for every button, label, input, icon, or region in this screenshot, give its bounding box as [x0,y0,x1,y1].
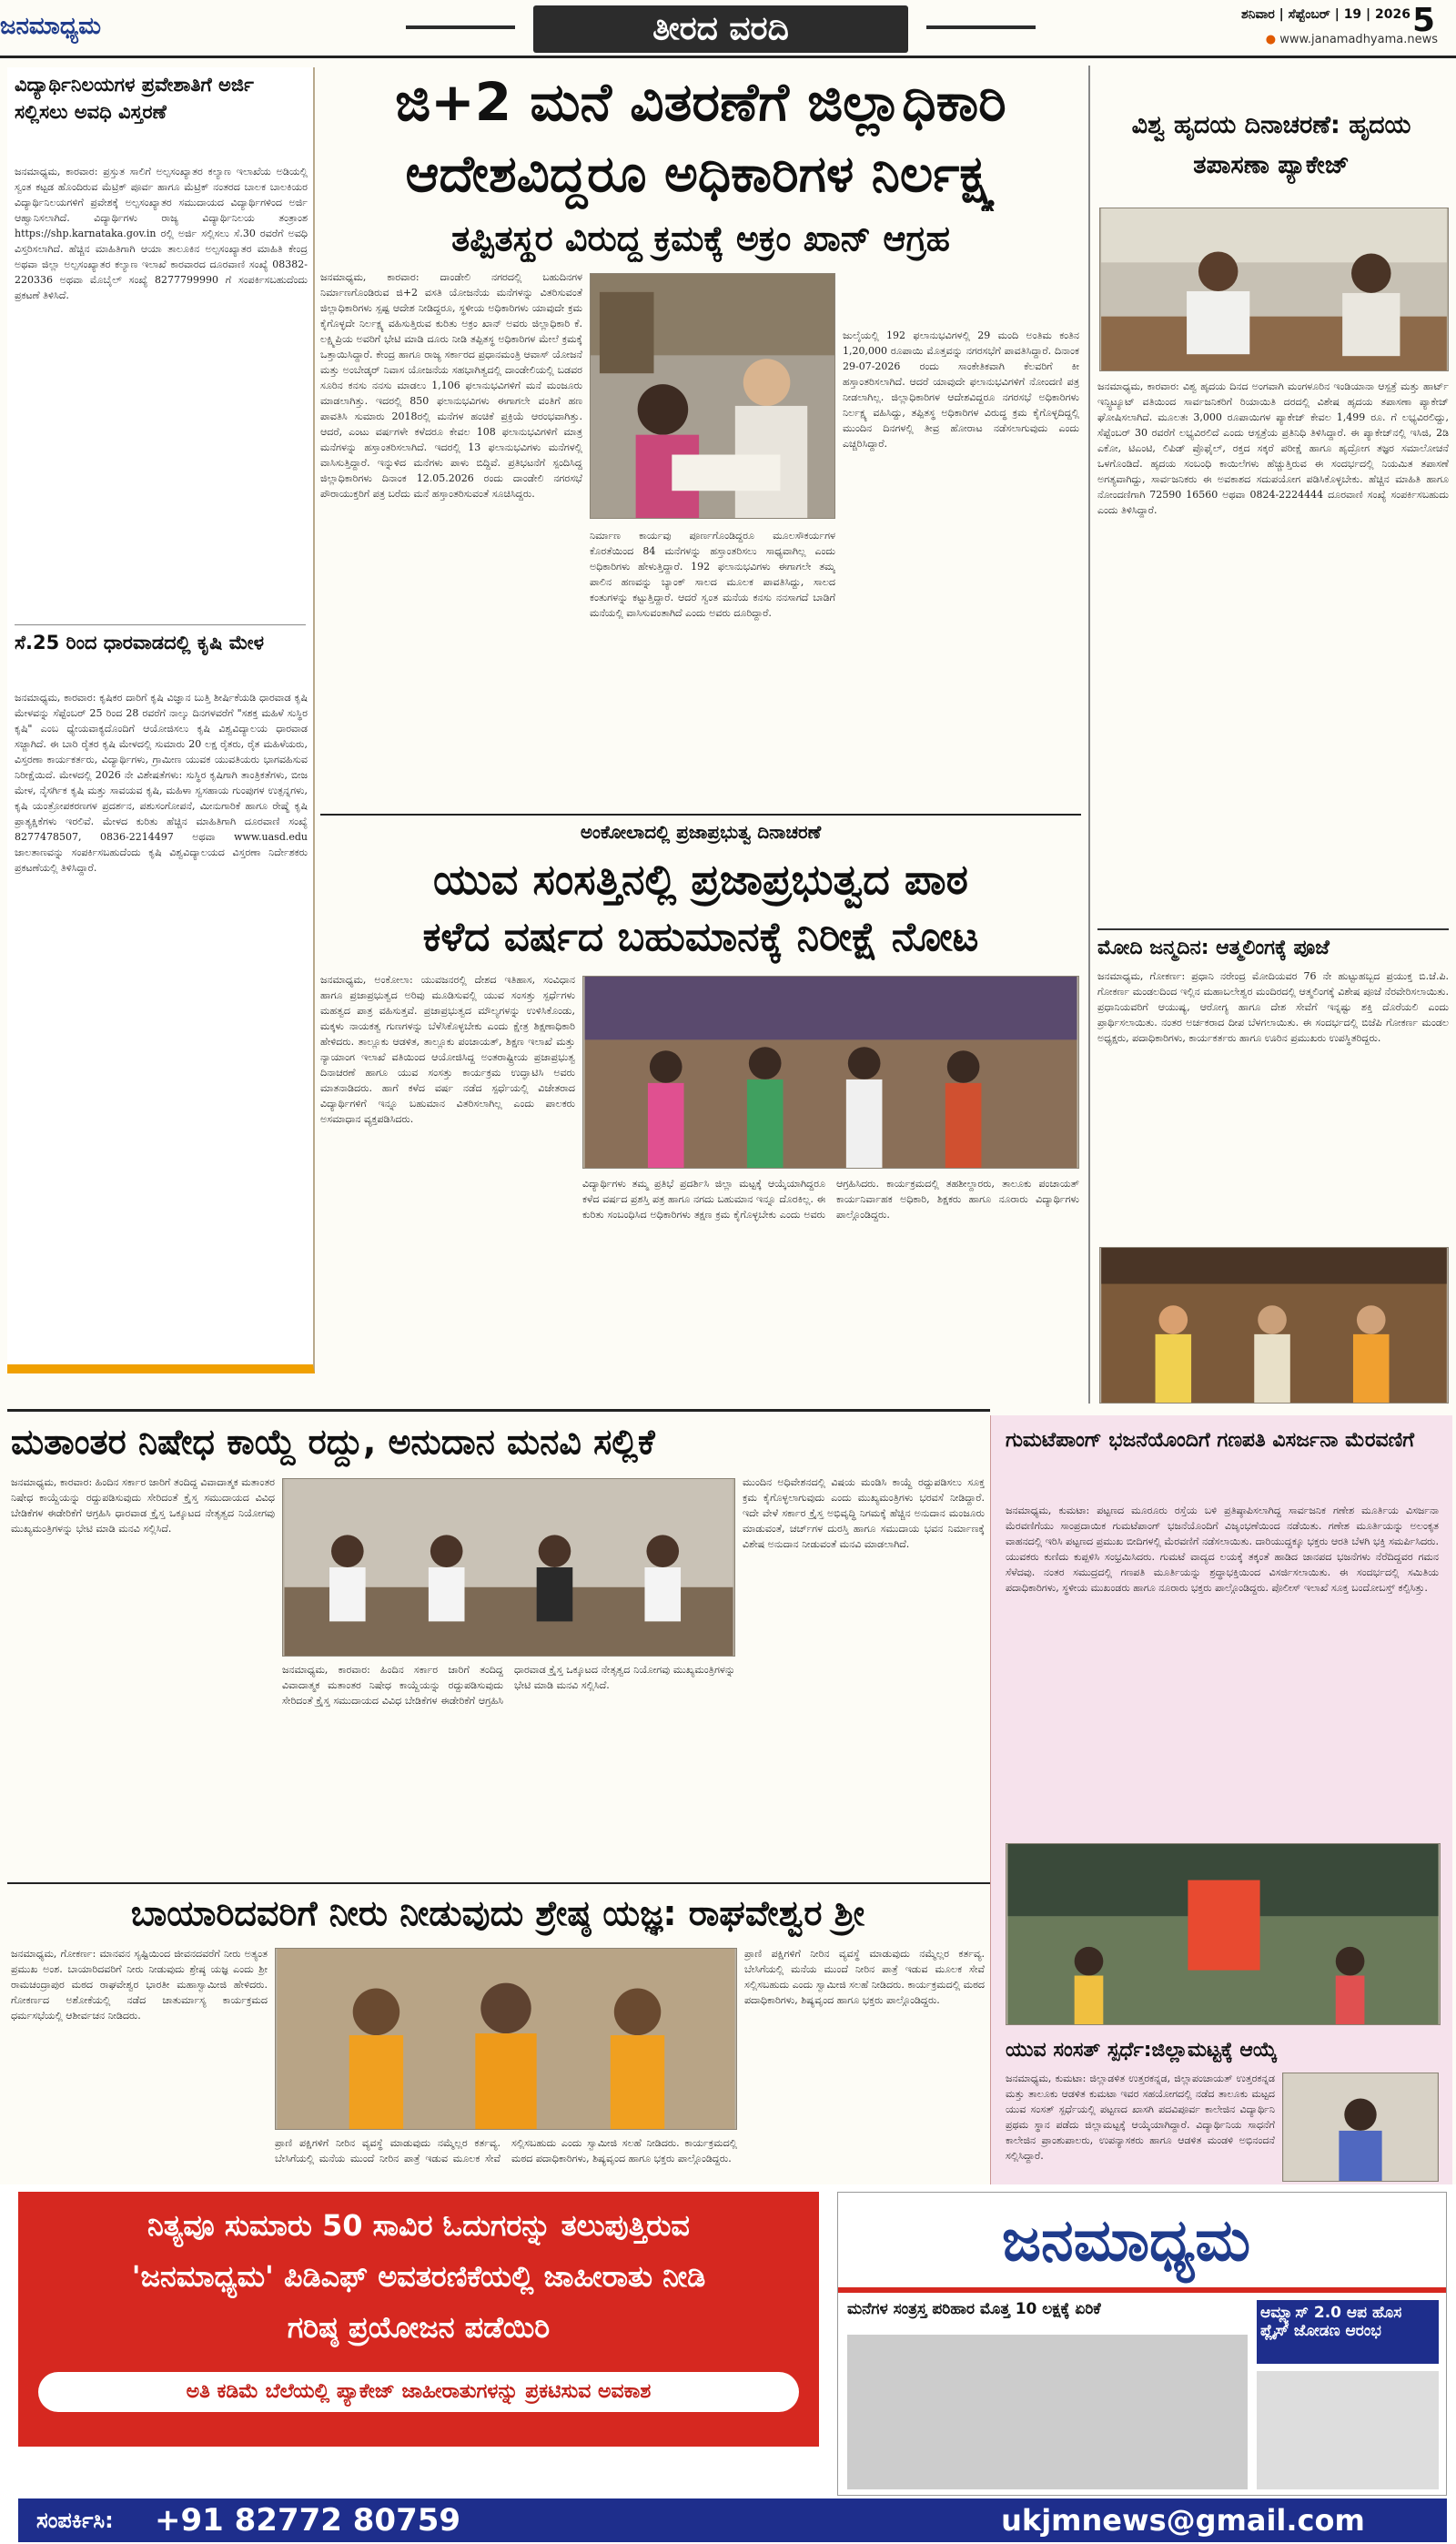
temple-photo-illustration [1100,1248,1448,1403]
youth-photo [1282,2073,1439,2182]
democracy-kicker: ಅಂಕೋಲಾದಲ್ಲಿ ಪ್ರಜಾಪ್ರಭುತ್ವ ದಿನಾಚರಣೆ [580,821,822,843]
section-rule [7,1882,990,1884]
water-body-right: ಪ್ರಾಣಿ ಪಕ್ಷಿಗಳಿಗೆ ನೀರಿನ ವ್ಯವಸ್ಥೆ ಮಾಡುವುದು ನಮ್ಮೆಲ್ಲರ ಕರ್ತವ್ಯ. ಬೇಸಿಗೆಯಲ್ಲಿ ಮನೆಯ ಮುಂದೆ ನೀರಿನ ಪಾತ್ರೆ ಇಡುವ ಮೂಲಕ ಸೇವೆ ಸಲ್ಲಿಸಬಹುದು ಎಂದು ಸ್ವಾಮೀಜಿ ಸಲಹೆ ನೀಡಿದರು. ಕಾರ್ಯಕ್ರಮದಲ್ಲಿ ಮಠದ ಪದಾಧಿಕಾರಿಗಳು, ಶಿಷ್ಯವೃಂದ ಹಾಗೂ ಭಕ್ತರು ಪಾಲ್ಗೊಂಡಿದ್ದರು. [744,1948,985,2006]
ad-contact-strip [18,2498,1447,2542]
democracy-photo [582,976,1079,1169]
ganapati-photo [1006,1843,1441,2025]
thumbnail-rule [838,2287,1447,2293]
youth-parliament-photo-illustration [583,977,1078,1168]
heart-headline: ವಿಶ್ವ ಹೃದಯ ದಿನಾಚರಣೆ: ಹೃದಯ ತಪಾಸಣಾ ಪ್ಯಾಕೇಜ್ [1131,111,1411,179]
globe-icon: ● [1265,33,1277,46]
newspaper-thumbnail [837,2192,1447,2496]
heart-photo [1099,208,1449,371]
conversion-headline: ಮತಾಂತರ ನಿಷೇಧ ಕಾಯ್ದೆ ರದ್ದು, ಅನುದಾನ ಮನವಿ ಸಲ್ಲಿಕೆ [11,1422,655,1462]
youth-headline: ಯುವ ಸಂಸತ್ ಸ್ಪರ್ಧೆ:ಜಿಲ್ಲಾಮಟ್ಟಕ್ಕೆ ಆಯ್ಕೆ [1006,2039,1278,2062]
newspaper-logo: ಜನಮಾಧ್ಯಮ [0,13,101,40]
lead-body-col2: ನಿರ್ಮಾಣ ಕಾರ್ಯವು ಪೂರ್ಣಗೊಂಡಿದ್ದರೂ ಮೂಲಸೌಕರ್ಯಗಳ ಕೊರತೆಯಿಂದ 84 ಮನೆಗಳನ್ನು ಹಸ್ತಾಂತರಿಸಲು ಸಾಧ್ಯವಾಗಿಲ್ಲ ಎಂದು ಅಧಿಕಾರಿಗಳು ಹೇಳುತ್ತಿದ್ದಾರೆ. 192 ಫಲಾನುಭವಿಗಳು ಈಗಾಗಲೇ ತಮ್ಮ ಪಾಲಿನ ಹಣವನ್ನು ಬ್ಯಾಂಕ್ ಸಾಲದ ಮೂಲಕ ಪಾವತಿಸಿದ್ದು, ಸಾಲದ ಕಂತುಗಳನ್ನು ಕಟ್ಟುತ್ತಿದ್ದಾರೆ. ಆದರೆ ಸ್ವಂತ ಮನೆಯ ಕನಸು ನನಸಾಗದೆ ಬಾಡಿಗೆ ಮನೆಯಲ್ಲಿ ವಾಸಿಸುವಂತಾಗಿದೆ ಎಂದು ಅವರು ದೂರಿದ್ದಾರೆ. [590,530,835,619]
section-rule [7,1409,990,1412]
thumbnail-photo-2 [1257,2371,1439,2489]
thumbnail-logo: ಜನಮಾಧ್ಯಮ [1002,2207,1251,2275]
modi-story: ಜನಮಾಧ್ಯಮ, ಗೋಕರ್ಣ: ಪ್ರಧಾನಿ ನರೇಂದ್ರ ಮೋದಿಯವರ 76 ನೇ ಹುಟ್ಟುಹಬ್ಬದ ಪ್ರಯುಕ್ತ ಬಿ.ಜೆ.ಪಿ. ಗೋಕರ್ಣ ಮಂಡಲದಿಂದ ಇಲ್ಲಿನ ಮಹಾಬಲೇಶ್ವರ ಮಂದಿರದಲ್ಲಿ ಆತ್ಮಲಿಂಗಕ್ಕೆ ವಿಶೇಷ ಪೂಜೆ ನೆರವೇರಿಸಲಾಯಿತು. ಪ್ರಧಾನಿಯವರಿಗೆ ಆಯುಷ್ಯ, ಆರೋಗ್ಯ ಹಾಗೂ ದೇಶ ಸೇವೆಗೆ ಇನ್ನಷ್ಟು ಶಕ್ತಿ ದೊರೆಯಲಿ ಎಂದು ಪ್ರಾರ್ಥಿಸಲಾಯಿತು. ನಂತರ ಅರ್ಚಕರಾದ ದೀಪ ಬೆಳಗಲಾಯಿತು. ಈ ಸಂದರ್ಭದಲ್ಲಿ ಬಿಜೆಪಿ ಗೋಕರ್ಣ ಮಂಡಲ ಅಧ್ಯಕ್ಷರು, ಪದಾಧಿಕಾರಿಗಳು, ಕಾರ್ಯಕರ್ತರು ಹಾಗೂ ಊರಿನ ಪ್ರಮುಖರು ಉಪಸ್ಥಿತರಿದ್ದರು. [1097,970,1449,1044]
site-url-text[interactable]: www.janamadhyama.news [1279,33,1438,46]
water-body-left: ಜನಮಾಧ್ಯಮ, ಗೋಕರ್ಣ: ಮಾನವನ ಸೃಷ್ಟಿಯಿಂದ ಜೀವನದವರೆಗೆ ನೀರು ಅತ್ಯಂತ ಪ್ರಮುಖ ಅಂಶ. ಬಾಯಾರಿದವರಿಗೆ ನೀರು ನೀಡುವುದು ಶ್ರೇಷ್ಠ ಯಜ್ಞ ಎಂದು ಶ್ರೀ ರಾಮಚಂದ್ರಾಪುರ ಮಠದ ರಾಘವೇಶ್ವರ ಭಾರತೀ ಮಹಾಸ್ವಾಮೀಜಿ ಹೇಳಿದರು. ಗೋಕರ್ಣದ ಅಶೋಕೆಯಲ್ಲಿ ನಡೆದ ಚಾತುರ್ಮಾಸ್ಯ ಕಾರ್ಯಕ್ರಮದ ಧರ್ಮಸಭೆಯಲ್ಲಿ ಆಶೀರ್ವಚನ ನೀಡಿದರು. [11,1948,268,2022]
hostel-headline: ವಿದ್ಯಾರ್ಥಿನಿಲಯಗಳ ಪ್ರವೇಶಾತಿಗೆ ಅರ್ಜಿ ಸಲ್ಲಿಸಲು ಅವಧಿ ವಿಸ್ತರಣೆ [15,74,254,123]
lead-subheadline: ತಪ್ಪಿತಸ್ಥರ ವಿರುದ್ಧ ಕ್ರಮಕ್ಕೆ ಅಕ್ರಂ ಖಾನ್ ಆಗ್ರಹ [451,218,950,258]
lead-body-col3: ಜುಲೈಯಲ್ಲಿ 192 ಫಲಾನುಭವಿಗಳಲ್ಲಿ 29 ಮಂದಿ ಅಂತಿಮ ಕಂತಿನ 1,20,000 ರೂಪಾಯಿ ಮೊತ್ತವನ್ನು ನಗರಸಭೆಗೆ ಪಾವತಿಸಿದ್ದಾರೆ. ದಿನಾಂಕ 29-07-2026 ರಂದು ಸಾಂಕೇತಿಕವಾಗಿ ಕೆಲವರಿಗೆ ಕೀ ಹಸ್ತಾಂತರಿಸಲಾಗಿದೆ. ಆದರೆ ಯಾವುದೇ ಫಲಾನುಭವಿಗಳಿಗೆ ನೋಂದಣಿ ಪತ್ರ ನೀಡಲಾಗಿಲ್ಲ. ಜಿಲ್ಲಾಧಿಕಾರಿಗಳ ಆದೇಶವಿದ್ದರೂ ನಗರಸಭೆ ಅಧಿಕಾರಿಗಳು ನಿರ್ಲಕ್ಷ್ಯ ವಹಿಸಿದ್ದು, ತಪ್ಪಿತಸ್ಥ ಅಧಿಕಾರಿಗಳ ವಿರುದ್ಧ ಕ್ರಮ ಕೈಗೊಳ್ಳದಿದ್ದಲ್ಲಿ ಮುಂದಿನ ದಿನಗಳಲ್ಲಿ ತೀವ್ರ ಹೋರಾಟ ನಡೆಸಲಾಗುವುದು ಎಂದು ಎಚ್ಚರಿಸಿದ್ದಾರೆ. [843,329,1079,450]
democracy-body-left: ಜನಮಾಧ್ಯಮ, ಅಂಕೋಲಾ: ಯುವಜನರಲ್ಲಿ ದೇಶದ ಇತಿಹಾಸ, ಸಂವಿಧಾನ ಹಾಗೂ ಪ್ರಜಾಪ್ರಭುತ್ವದ ಅರಿವು ಮೂಡಿಸುವಲ್ಲಿ ಯುವ ಸಂಸತ್ತು ಸ್ಪರ್ಧೆಗಳು ಮಹತ್ವದ ಪಾತ್ರ ವಹಿಸುತ್ತವೆ. ಪ್ರಜಾಪ್ರಭುತ್ವದ ಮೌಲ್ಯಗಳನ್ನು ಉಳಿಸಿಕೊಂಡು, ಮಕ್ಕಳು ನಾಯಕತ್ವ ಗುಣಗಳನ್ನು ಬೆಳೆಸಿಕೊಳ್ಳಬೇಕು ಎಂದು ಕ್ಷೇತ್ರ ಶಿಕ್ಷಣಾಧಿಕಾರಿ ಹೇಳಿದರು. ತಾಲ್ಲೂಕು ಆಡಳಿತ, ತಾಲ್ಲೂಕು ಪಂಚಾಯತ್, ಶಿಕ್ಷಣ ಇಲಾಖೆ ಮತ್ತು ನ್ಯಾಯಾಂಗ ಇಲಾಖೆ ವತಿಯಿಂದ ಆಯೋಜಿಸಿದ್ದ ಅಂತರಾಷ್ಟ್ರೀಯ ಪ್ರಜಾಪ್ರಭುತ್ವ ದಿನಾಚರಣೆ ಹಾಗೂ ಯುವ ಸಂಸತ್ತು ಕಾರ್ಯಕ್ರಮ ಉದ್ಘಾಟಿಸಿ ಅವರು ಮಾತನಾಡಿದರು. ಹಾಗೆ ಕಳೆದ ವರ್ಷ ನಡೆದ ಸ್ಪರ್ಧೆಯಲ್ಲಿ ವಿಜೇತರಾದ ವಿದ್ಯಾರ್ಥಿಗಳಿಗೆ ಇನ್ನೂ ಬಹುಮಾನ ವಿತರಿಸಲಾಗಿಲ್ಲ ಎಂದು ಪಾಲಕರು ಅಸಮಾಧಾನ ವ್ಯಕ್ತಪಡಿಸಿದರು. [320,974,575,1125]
heart-story: ಜನಮಾಧ್ಯಮ, ಕಾರವಾರ: ವಿಶ್ವ ಹೃದಯ ದಿನದ ಅಂಗವಾಗಿ ಮಂಗಳೂರಿನ ಇಂಡಿಯಾನಾ ಆಸ್ಪತ್ರೆ ಮತ್ತು ಹಾರ್ಟ್ ಇನ್ಸ್ಟಿಟ್ಯೂಟ್ ವತಿಯಿಂದ ಸಾರ್ವಜನಿಕರಿಗೆ ರಿಯಾಯಿತಿ ದರದಲ್ಲಿ ವಿಶೇಷ ಹೃದಯ ತಪಾಸಣಾ ಪ್ಯಾಕೇಜ್ ಘೋಷಿಸಲಾಗಿದೆ. ಮೂಲತಃ 3,000 ರೂಪಾಯಿಗಳ ಪ್ಯಾಕೇಜ್ ಕೇವಲ 1,499 ರೂ. ಗೆ ಲಭ್ಯವಿರಲಿದ್ದು, ಸೆಪ್ಟೆಂಬರ್ 30 ರವರೆಗೆ ಲಭ್ಯವಿರಲಿದೆ ಎಂದು ಆಸ್ಪತ್ರೆಯ ಪ್ರತಿನಿಧಿ ತಿಳಿಸಿದ್ದಾರೆ. ಈ ಪ್ಯಾಕೇಜ್‌ನಲ್ಲಿ ಇಸಿಜಿ, 2ಡಿ ಎಕೋ, ಟಿಎಂಟಿ, ಲಿಪಿಡ್ ಪ್ರೊಫೈಲ್, ರಕ್ತದ ಸಕ್ಕರೆ ಪರೀಕ್ಷೆ ಹಾಗೂ ಹೃದ್ರೋಗ ತಜ್ಞರ ಸಮಾಲೋಚನೆ ಒಳಗೊಂಡಿದೆ. ಹೃದಯ ಸಂಬಂಧಿ ಕಾಯಿಲೆಗಳು ಹೆಚ್ಚುತ್ತಿರುವ ಈ ಸಂದರ್ಭದಲ್ಲಿ ನಿಯಮಿತ ತಪಾಸಣೆ ಅಗತ್ಯವಾಗಿದ್ದು, ಸಾರ್ವಜನಿಕರು ಈ ಅವಕಾಶದ ಸದುಪಯೋಗ ಪಡಿಸಿಕೊಳ್ಳಬೇಕು. ಹೆಚ್ಚಿನ ಮಾಹಿತಿ ಹಾಗೂ ನೋಂದಣಿಗಾಗಿ 72590 16560 ಅಥವಾ 0824-2224444 ದೂರವಾಣಿ ಸಂಖ್ಯೆ ಸಂಪರ್ಕಿಸಬಹುದು ಎಂದು ತಿಳಿಸಿದ್ದಾರೆ. [1097,380,1449,516]
ganapati-headline: ಗುಮಟೆಪಾಂಗ್ ಭಜನೆಯೊಂದಿಗೆ ಗಣಪತಿ ವಿಸರ್ಜನಾ ಮೆರವಣಿಗೆ [1006,1429,1414,1452]
krishi-mela-story: ಜನಮಾಧ್ಯಮ, ಕಾರವಾರ: ಕೃಷಿಕರ ದಾರಿಗೆ ಕೃಷಿ ವಿಜ್ಞಾನ ಬುತ್ತಿ ಶೀರ್ಷಿಕೆಯಡಿ ಧಾರವಾಡ ಕೃಷಿ ಮೇಳವನ್ನು ಸೆಪ್ಟೆಂಬರ್ 25 ರಿಂದ 28 ರವರೆಗೆ ನಾಲ್ಕು ದಿನಗಳವರೆಗೆ "ಸಶಕ್ತ ಮಹಿಳೆ ಸುಸ್ಥಿರ ಕೃಷಿ" ಎಂಬ ಧ್ಯೇಯವಾಕ್ಯದೊಂದಿಗೆ ಆಯೋಜಿಸಲು ಕೃಷಿ ವಿಶ್ವವಿದ್ಯಾಲಯ ಧಾರವಾಡ ಸಜ್ಜಾಗಿದೆ. ಈ ಬಾರಿ ರೈತರ ಕೃಷಿ ಮೇಳದಲ್ಲಿ ಸುಮಾರು 20 ಲಕ್ಷ ರೈತರು, ರೈತ ಮಹಿಳೆಯರು, ವಿಸ್ತರಣಾ ಕಾರ್ಯಕರ್ತರು, ವಿದ್ಯಾರ್ಥಿಗಳು, ಗ್ರಾಮೀಣ ಯುವಕ ಯುವತಿಯರು ಭಾಗವಹಿಸುವ ನಿರೀಕ್ಷೆಯಿದೆ. ಮೇಳದಲ್ಲಿ 2026 ನೇ ವಿಶೇಷತೆಗಳು: ಸುಸ್ಥಿರ ಕೃಷಿಗಾಗಿ ತಾಂತ್ರಿಕತೆಗಳು, ಬೀಜ ಮೇಳ, ನೈಸರ್ಗಿಕ ಕೃಷಿ ಮತ್ತು ಸಾವಯವ ಕೃಷಿ, ಮಹಿಳಾ ಸ್ವಸಹಾಯ ಗುಂಪುಗಳ ಉತ್ಪನ್ನಗಳು, ಕೃಷಿ ಯಂತ್ರೋಪಕರಣಗಳ ಪ್ರದರ್ಶನ, ಪಶುಸಂಗೋಪನೆ, ಮೀನುಗಾರಿಕೆ ಹಾಗೂ ರೇಷ್ಮೆ ಕೃಷಿ ಪ್ರಾತ್ಯಕ್ಷಿಕೆಗಳು ಇರಲಿವೆ. ಮೇಳದ ಕುರಿತು ಹೆಚ್ಚಿನ ಮಾಹಿತಿಗಾಗಿ ದೂರವಾಣಿ ಸಂಖ್ಯೆ 8277478507, 0836-2214497 ಅಥವಾ www.uasd.edu ಜಾಲತಾಣವನ್ನು ಸಂಪರ್ಕಿಸಬಹುದೆಂದು ಕೃಷಿ ವಿಶ್ವವಿದ್ಯಾಲಯದ ವಿಸ್ತರಣಾ ನಿರ್ದೇಶಕರು ಪ್ರಕಟಣೆಯಲ್ಲಿ ತಿಳಿಸಿದ್ದಾರೆ. [15,692,308,874]
column-divider [1088,66,1090,1404]
lead-photo-illustration [591,274,834,518]
democracy-body-right: ವಿದ್ಯಾರ್ಥಿಗಳು ತಮ್ಮ ಪ್ರತಿಭೆ ಪ್ರದರ್ಶಿಸಿ ಜಿಲ್ಲಾ ಮಟ್ಟಕ್ಕೆ ಆಯ್ಕೆಯಾಗಿದ್ದರೂ ಕಳೆದ ವರ್ಷದ ಪ್ರಶಸ್ತಿ ಪತ್ರ ಹಾಗೂ ನಗದು ಬಹುಮಾನ ಇನ್ನೂ ದೊರಕಿಲ್ಲ. ಈ ಕುರಿತು ಸಂಬಂಧಿಸಿದ ಅಧಿಕಾರಿಗಳು ತಕ್ಷಣ ಕ್ರಮ ಕೈಗೊಳ್ಳಬೇಕು ಎಂದು ಅವರು ಆಗ್ರಹಿಸಿದರು. ಕಾರ್ಯಕ್ರಮದಲ್ಲಿ ತಹಶೀಲ್ದಾರರು, ತಾಲೂಕು ಪಂಚಾಯತ್ ಕಾರ್ಯನಿರ್ವಾಹಕ ಅಧಿಕಾರಿ, ಶಿಕ್ಷಕರು ಹಾಗೂ ನೂರಾರು ವಿದ್ಯಾರ್ಥಿಗಳು ಪಾಲ್ಗೊಂಡಿದ್ದರು. [582,1178,1079,1221]
left-column [7,67,315,1373]
modi-photo [1099,1247,1449,1404]
masthead [0,0,1456,58]
ad-line1: ನಿತ್ಯವೂ ಸುಮಾರು 50 ಸಾವಿರ ಓದುಗರನ್ನು ತಲುಪುತ್ತಿರುವ [147,2208,690,2243]
contact-email[interactable]: ukjmnews@gmail.com [1001,2503,1365,2538]
section-banner: ತೀರದ ವರದಿ [533,5,908,53]
contact-phone[interactable]: +91 82772 80759 [155,2502,461,2539]
student-photo-illustration [1283,2073,1438,2181]
krishi-mela-headline: ಸೆ.25 ರಿಂದ ಧಾರವಾಡದಲ್ಲಿ ಕೃಷಿ ಮೇಳ [15,624,306,683]
hostel-story: ಜನಮಾಧ್ಯಮ, ಕಾರವಾರ: ಪ್ರಸ್ತುತ ಸಾಲಿಗೆ ಅಲ್ಪಸಂಖ್ಯಾತರ ಕಲ್ಯಾಣ ಇಲಾಖೆಯ ಅಡಿಯಲ್ಲಿ ಸ್ವಂತ ಕಟ್ಟಡ ಹೊಂದಿರುವ ಮೆಟ್ರಿಕ್ ಪೂರ್ವ ಹಾಗೂ ಮೆಟ್ರಿಕ್ ನಂತರದ ಬಾಲಕ ಬಾಲಕಿಯರ ವಿದ್ಯಾರ್ಥಿನಿಲಯಗಳಿಗೆ ಪ್ರವೇಶಕ್ಕೆ ಅಲ್ಪಸಂಖ್ಯಾತರ ಸಮುದಾಯದ ವಿದ್ಯಾರ್ಥಿಗಳಿಂದ ಅರ್ಜಿ ಆಹ್ವಾನಿಸಲಾಗಿದೆ. ವಿದ್ಯಾರ್ಥಿಗಳು ರಾಜ್ಯ ವಿದ್ಯಾರ್ಥಿನಿಲಯ ತಂತ್ರಾಂಶ https://shp.karnataka.gov.in ರಲ್ಲಿ ಅರ್ಜಿ ಸಲ್ಲಿಸಲು ಸೆ.30 ರವರೆಗೆ ಅವಧಿ ವಿಸ್ತರಿಸಲಾಗಿದೆ. ಹೆಚ್ಚಿನ ಮಾಹಿತಿಗಾಗಿ ಆಯಾ ತಾಲೂಕಿನ ಅಲ್ಪಸಂಖ್ಯಾತರ ಮಾಹಿತಿ ಕೇಂದ್ರ ಅಥವಾ ಜಿಲ್ಲಾ ಅಲ್ಪಸಂಖ್ಯಾತರ ಕಲ್ಯಾಣ ಇಲಾಖೆ ಕಾರವಾರದ ದೂರವಾಣಿ ಸಂಖ್ಯೆ 08382-220336 ಅಥವಾ ಮೊಬೈಲ್ ಸಂಖ್ಯೆ 8277799990 ಗೆ ಸಂಪರ್ಕಿಸಬಹುದೆಂದು ಪ್ರಕಟಣೆ ತಿಳಿಸಿದೆ. [15,166,308,301]
contact-label: ಸಂಪರ್ಕಿಸಿ: [36,2508,114,2533]
democracy-headline-line2: ಕಳೆದ ವರ್ಷದ ಬಹುಮಾನಕ್ಕೆ ನಿರೀಕ್ಷೆ ನೋಟ [422,914,979,960]
conversion-body-mid: ಜನಮಾಧ್ಯಮ, ಕಾರವಾರ: ಹಿಂದಿನ ಸರ್ಕಾರ ಜಾರಿಗೆ ತಂದಿದ್ದ ವಿವಾದಾತ್ಮಕ ಮತಾಂತರ ನಿಷೇಧ ಕಾಯ್ದೆಯನ್ನು ರದ್ದುಪಡಿಸುವುದು ಸೇರಿದಂತೆ ಕ್ರೈಸ್ತ ಸಮುದಾಯದ ವಿವಿಧ ಬೇಡಿಕೆಗಳ ಈಡೇರಿಕೆಗೆ ಆಗ್ರಹಿಸಿ ಧಾರವಾಡ ಕ್ರೈಸ್ತ ಒಕ್ಕೂಟದ ನೇತೃತ್ವದ ನಿಯೋಗವು ಮುಖ್ಯಮಂತ್ರಿಗಳನ್ನು ಭೇಟಿ ಮಾಡಿ ಮನವಿ ಸಲ್ಲಿಸಿದೆ. [282,1664,735,1707]
ad-offer-pill: ಅತಿ ಕಡಿಮೆ ಬೆಲೆಯಲ್ಲಿ ಪ್ಯಾಕೇಜ್ ಜಾಹೀರಾತುಗಳನ್ನು ಪ್ರಕಟಿಸುವ ಅವಕಾಶ [38,2372,799,2412]
conversion-body-right: ಮುಂದಿನ ಅಧಿವೇಶನದಲ್ಲಿ ವಿಷಯ ಮಂಡಿಸಿ ಕಾಯ್ದೆ ರದ್ದುಪಡಿಸಲು ಸೂಕ್ತ ಕ್ರಮ ಕೈಗೊಳ್ಳಲಾಗುವುದು ಎಂದು ಮುಖ್ಯಮಂತ್ರಿಗಳು ಭರವಸೆ ನೀಡಿದ್ದಾರೆ. ಇದೇ ವೇಳೆ ಸರ್ಕಾರ ಕ್ರೈಸ್ತ ಅಭಿವೃದ್ಧಿ ನಿಗಮಕ್ಕೆ ಹೆಚ್ಚಿನ ಅನುದಾನ ಮಂಜೂರು ಮಾಡುವಂತೆ, ಚರ್ಚ್‌ಗಳ ದುರಸ್ತಿ ಹಾಗೂ ಸಮುದಾಯ ಭವನ ನಿರ್ಮಾಣಕ್ಕೆ ವಿಶೇಷ ಅನುದಾನ ನೀಡುವಂತೆ ಮನವಿ ಮಾಡಲಾಗಿದೆ. [743,1476,985,1550]
ad-promo-block [18,2192,819,2447]
section-rule [320,814,1081,816]
meeting-photo-illustration [283,1479,734,1656]
conversion-body-left: ಜನಮಾಧ್ಯಮ, ಕಾರವಾರ: ಹಿಂದಿನ ಸರ್ಕಾರ ಜಾರಿಗೆ ತಂದಿದ್ದ ವಿವಾದಾತ್ಮಕ ಮತಾಂತರ ನಿಷೇಧ ಕಾಯ್ದೆಯನ್ನು ರದ್ದುಪಡಿಸುವುದು ಸೇರಿದಂತೆ ಕ್ರೈಸ್ತ ಸಮುದಾಯದ ವಿವಿಧ ಬೇಡಿಕೆಗಳ ಈಡೇರಿಕೆಗೆ ಆಗ್ರಹಿಸಿ ಧಾರವಾಡ ಕ್ರೈಸ್ತ ಒಕ್ಕೂಟದ ನೇತೃತ್ವದ ನಿಯೋಗವು ಮುಖ್ಯಮಂತ್ರಿಗಳನ್ನು ಭೇಟಿ ಮಾಡಿ ಮನವಿ ಸಲ್ಲಿಸಿದೆ. [11,1476,275,1535]
water-body-mid: ಪ್ರಾಣಿ ಪಕ್ಷಿಗಳಿಗೆ ನೀರಿನ ವ್ಯವಸ್ಥೆ ಮಾಡುವುದು ನಮ್ಮೆಲ್ಲರ ಕರ್ತವ್ಯ. ಬೇಸಿಗೆಯಲ್ಲಿ ಮನೆಯ ಮುಂದೆ ನೀರಿನ ಪಾತ್ರೆ ಇಡುವ ಮೂಲಕ ಸೇವೆ ಸಲ್ಲಿಸಬಹುದು ಎಂದು ಸ್ವಾಮೀಜಿ ಸಲಹೆ ನೀಡಿದರು. ಕಾರ್ಯಕ್ರಮದಲ್ಲಿ ಮಠದ ಪದಾಧಿಕಾರಿಗಳು, ಶಿಷ್ಯವೃಂದ ಹಾಗೂ ಭಕ್ತರು ಪಾಲ್ಗೊಂಡಿದ್ದರು. [275,2137,737,2164]
thumbnail-headline1: ಮನೆಗಳ ಸಂತ್ರಸ್ತ ಪರಿಹಾರ ಮೊತ್ತ 10 ಲಕ್ಷಕ್ಕೆ ಏರಿಕೆ [847,2300,1101,2318]
issue-date: ಶನಿವಾರ | ಸೆಪ್ಟೆಂಬರ್ | 19 | 2026 [1241,7,1410,22]
ganapati-story: ಜನಮಾಧ್ಯಮ, ಕುಮಟಾ: ಪಟ್ಟಣದ ಮೂರೂರು ರಸ್ತೆಯ ಬಳಿ ಪ್ರತಿಷ್ಠಾಪಿಸಲಾಗಿದ್ದ ಸಾರ್ವಜನಿಕ ಗಣೇಶ ಮೂರ್ತಿಯ ವಿಸರ್ಜನಾ ಮೆರವಣಿಗೆಯು ಸಾಂಪ್ರದಾಯಿಕ ಗುಮಟೆಪಾಂಗ್ ಭಜನೆಯೊಂದಿಗೆ ವಿಜೃಂಭಣೆಯಿಂದ ನಡೆಯಿತು. ಗಣೇಶ ಮೂರ್ತಿಯನ್ನು ಅಲಂಕೃತ ವಾಹನದಲ್ಲಿ ಇರಿಸಿ ಪಟ್ಟಣದ ಪ್ರಮುಖ ಬೀದಿಗಳಲ್ಲಿ ಮೆರವಣಿಗೆ ನಡೆಸಲಾಯಿತು. ದಾರಿಯುದ್ದಕ್ಕೂ ಭಕ್ತರು ಆರತಿ ಬೆಳಗಿ ಭಕ್ತಿ ಸಮರ್ಪಿಸಿದರು. ಯುವಕರು ಕುಣಿದು ಕುಪ್ಪಳಿಸಿ ಸಂಭ್ರಮಿಸಿದರು. ಗುಮಟೆ ವಾದ್ಯದ ಲಯಕ್ಕೆ ತಕ್ಕಂತೆ ಹಾಡಿದ ಜಾನಪದ ಭಜನೆಗಳು ನೆರೆದಿದ್ದವರ ಗಮನ ಸೆಳೆದವು. ನಂತರ ಸಮುದ್ರದಲ್ಲಿ ಗಣಪತಿ ಮೂರ್ತಿಯನ್ನು ಶ್ರದ್ಧಾಭಕ್ತಿಯಿಂದ ವಿಸರ್ಜಿಸಲಾಯಿತು. ಈ ಸಂದರ್ಭದಲ್ಲಿ ಸಮಿತಿಯ ಪದಾಧಿಕಾರಿಗಳು, ಸ್ಥಳೀಯ ಮುಖಂಡರು ಹಾಗೂ ನೂರಾರು ಭಕ್ತರು ಪಾಲ್ಗೊಂಡಿದ್ದರು. ಪೊಲೀಸ್ ಇಲಾಖೆ ಸೂಕ್ತ ಬಂದೋಬಸ್ತ್ ಕಲ್ಪಿಸಿತ್ತು. [1006,1505,1439,1594]
lead-headline-line1: ಜಿ+2 ಮನೆ ವಿತರಣೆಗೆ ಜಿಲ್ಲಾಧಿಕಾರಿ [395,71,1006,133]
lead-photo [590,273,835,519]
heart-photo-illustration [1100,208,1448,370]
swamiji-photo-illustration [276,1949,736,2129]
page-number: 5 [1412,2,1436,39]
democracy-headline-line1: ಯುವ ಸಂಸತ್ತಿನಲ್ಲಿ ಪ್ರಜಾಪ್ರಭುತ್ವದ ಪಾಠ [433,855,968,904]
water-photo [275,1948,737,2130]
youth-story: ಜನಮಾಧ್ಯಮ, ಕುಮಟಾ: ಜಿಲ್ಲಾಡಳಿತ ಉತ್ತರಕನ್ನಡ, ಜಿಲ್ಲಾಪಂಚಾಯತ್ ಉತ್ತರಕನ್ನಡ ಮತ್ತು ತಾಲೂಕು ಆಡಳಿತ ಕುಮಟಾ ಇವರ ಸಹಯೋಗದಲ್ಲಿ ನಡೆದ ತಾಲೂಕು ಮಟ್ಟದ ಯುವ ಸಂಸತ್ ಸ್ಪರ್ಧೆಯಲ್ಲಿ ಪಟ್ಟಣದ ಖಾಸಗಿ ಪದವಿಪೂರ್ವ ಕಾಲೇಜಿನ ವಿದ್ಯಾರ್ಥಿನಿ ಪ್ರಥಮ ಸ್ಥಾನ ಪಡೆದು ಜಿಲ್ಲಾಮಟ್ಟಕ್ಕೆ ಆಯ್ಕೆಯಾಗಿದ್ದಾರೆ. ವಿದ್ಯಾರ್ಥಿನಿಯ ಸಾಧನೆಗೆ ಕಾಲೇಜಿನ ಪ್ರಾಂಶುಪಾಲರು, ಉಪನ್ಯಾಸಕರು ಹಾಗೂ ಆಡಳಿತ ಮಂಡಳಿ ಅಭಿನಂದನೆ ಸಲ್ಲಿಸಿದ್ದಾರೆ. [1006,2073,1275,2162]
lead-body-col1: ಜನಮಾಧ್ಯಮ, ಕಾರವಾರ: ದಾಂಡೇಲಿ ನಗರದಲ್ಲಿ ಬಹುದಿನಗಳ ನಿರ್ಮಾಣಗೊಂಡಿರುವ ಜಿ+2 ವಸತಿ ಯೋಜನೆಯ ಮನೆಗಳನ್ನು ವಿತರಿಸುವಂತೆ ಜಿಲ್ಲಾಧಿಕಾರಿಗಳು ಸ್ಪಷ್ಟ ಆದೇಶ ನೀಡಿದ್ದರೂ, ಸ್ಥಳೀಯ ಅಧಿಕಾರಿಗಳು ಯಾವುದೇ ಕ್ರಮ ಕೈಗೊಳ್ಳದೇ ನಿರ್ಲಕ್ಷ್ಯ ವಹಿಸುತ್ತಿರುವ ಕುರಿತು ಅಕ್ರಂ ಖಾನ್ ಅವರು ಜಿಲ್ಲಾಧಿಕಾರಿ ಕೆ. ಲಕ್ಷ್ಮಿಪ್ರಿಯ ಅವರಿಗೆ ಭೇಟಿ ಮಾಡಿ ದೂರು ನೀಡಿ ತಪ್ಪಿತಸ್ಥ ಅಧಿಕಾರಿಗಳ ಮೇಲೆ ಕ್ರಮಕ್ಕೆ ಒತ್ತಾಯಿಸಿದ್ದಾರೆ. ಕೇಂದ್ರ ಹಾಗೂ ರಾಜ್ಯ ಸರ್ಕಾರದ ಪ್ರಧಾನಮಂತ್ರಿ ಆವಾಸ್ ಯೋಜನೆ ಮತ್ತು ಅಂಬೇಡ್ಕರ್ ನಿವಾಸ ಯೋಜನೆಯ ಸಹಭಾಗಿತ್ವದಲ್ಲಿ ದಾಂಡೇಲಿಯಲ್ಲಿ ಬಡವರ ಸೂರಿನ ಕನಸು ನನಸು ಮಾಡಲು 1,106 ಫಲಾನುಭವಿಗಳಿಗೆ ಮನೆ ಮಂಜೂರು ಮಾಡಲಾಗಿತ್ತು. ಇದರಲ್ಲಿ 850 ಫಲಾನುಭವಿಗಳು ಈಗಾಗಲೇ ವಂತಿಗೆ ಹಣ ಪಾವತಿಸಿ ಸುಮಾರು 2018ರಲ್ಲಿ ಮನೆಗಳ ಹಂಚಿಕೆ ಪ್ರಕ್ರಿಯೆ ಆರಂಭವಾಗಿತ್ತು. ಆದರೆ, ಎಂಟು ವರ್ಷಗಳೇ ಕಳೆದರೂ ಕೇವಲ 108 ಫಲಾನುಭವಿಗಳಿಗೆ ಮಾತ್ರ ಮನೆಗಳನ್ನು ಹಸ್ತಾಂತರಿಸಲಾಗಿದೆ. ಇದರಲ್ಲಿ 13 ಫಲಾನುಭವಿಗಳು ಮನೆಗಳಲ್ಲಿ ವಾಸಿಸುತ್ತಿದ್ದಾರೆ. ಇನ್ನುಳಿದ ಮನೆಗಳು ಪಾಳು ಬಿದ್ದಿವೆ. ಪ್ರತಿಭಟನೆಗೆ ಸ್ಪಂದಿಸಿದ್ದ ಜಿಲ್ಲಾಧಿಕಾರಿಗಳು ದಿನಾಂಕ 12.05.2026 ರಂದು ದಾಂಡೇಲಿ ನಗರಸಭೆ ಪೌರಾಯುಕ್ತರಿಗೆ ಪತ್ರ ಬರೆದು ಮನೆ ಹಸ್ತಾಂತರಿಸುವಂತೆ ಸೂಚಿಸಿದ್ದರು. [320,271,582,500]
modi-headline: ಮೋದಿ ಜನ್ಮದಿನ: ಆತ್ಮಲಿಂಗಕ್ಕೆ ಪೂಜೆ [1097,928,1449,965]
thumbnail-photo [847,2335,1248,2489]
ad-line3: ಗರಿಷ್ಠ ಪ್ರಯೋಜನ ಪಡೆಯಿರಿ [287,2310,551,2345]
procession-photo-illustration [1006,1844,1440,2024]
ad-line2: 'ಜನಮಾಧ್ಯಮ' ಪಿಡಿಎಫ್ ಅವತರಣಿಕೆಯಲ್ಲಿ ಜಾಹೀರಾತು ನೀಡಿ [131,2259,706,2294]
conversion-photo [282,1478,735,1657]
site-url[interactable] [1210,33,1438,51]
lead-headline-line2: ಆದೇಶವಿದ್ದರೂ ಅಧಿಕಾರಿಗಳ ನಿರ್ಲಕ್ಷ್ಯ [405,145,996,204]
water-headline: ಬಾಯಾರಿದವರಿಗೆ ನೀರು ನೀಡುವುದು ಶ್ರೇಷ್ಠ ಯಜ್ಞ: ರಾಘವೇಶ್ವರ ಶ್ರೀ [130,1893,865,1933]
ganapati-box [990,1415,1452,2189]
thumbnail-headline2: ಆಮ್ಲ್ಯಾಸ್ 2.0 ಆಪ ಹೊಸ ಪ್ಲೈಸ್ ಜೋಡಣ ಆರಂಭ [1257,2300,1439,2364]
